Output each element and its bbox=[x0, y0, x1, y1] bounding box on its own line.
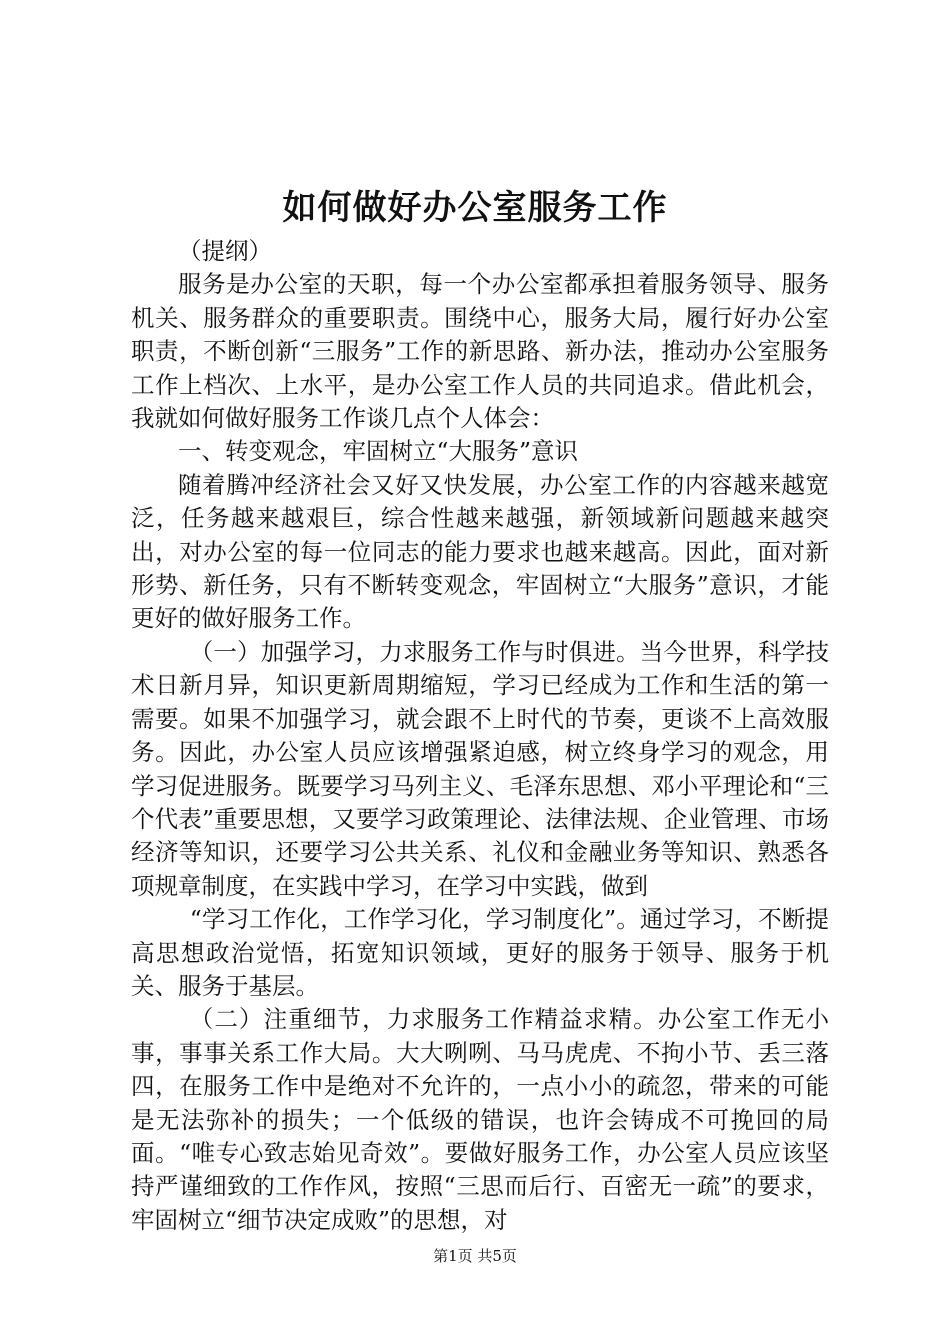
document-body bbox=[131, 235, 829, 1237]
subsection-paragraph-2: （二）注重细节，力求服务工作精益求精。办公室工作无小事，事事关系工作大局。大大咧咧、马马虎虎、不拘小节、丢三落四，在服务工作中是绝对不允许的，一点小小的疏忽，带来的可能是无法弥补的损失；一个低级的错误，也许会铸成不可挽回的局面。“唯专心致志始见奇效”。要做好服务工作，办公室人员应该坚持严谨细致的工作作风，按照“三思而后行、百密无一疏”的要求，牢固树立“细节决定成败”的思想，对 bbox=[131, 1005, 829, 1234]
body-paragraph: 随着腾冲经济社会又好又快发展，办公室工作的内容越来越宽泛，任务越来越艰巨，综合性越来越强，新领域新问题越来越突出，对办公室的每一位同志的能力要求也越来越高。因此，面对新形势、新任务，只有不断转变观念，牢固树立“大服务”意识，才能更好的做好服务工作。 bbox=[131, 470, 829, 633]
section-heading-1: 一、转变观念，牢固树立“大服务”意识 bbox=[178, 437, 579, 466]
subsection-paragraph-1: （一）加强学习，力求服务工作与时俱进。当今世界，科学技术日新月异，知识更新周期缩短，学习已经成为工作和生活的第一需要。如果不加强学习，就会跟不上时代的节奏，更谈不上高效服务。因此，办公室人员应该增强紧迫感，树立终身学习的观念，用学习促进服务。既要学习马列主义、毛泽东思想、邓小平理论和“三个代表”重要思想，又要学习政策理论、法律法规、企业管理、市场经济等知识，还要学习公共关系、礼仪和金融业务等知识、熟悉各项规章制度，在实践中学习，在学习中实践，做到 bbox=[131, 637, 829, 900]
body-paragraph: “学习工作化，工作学习化，学习制度化”。通过学习，不断提高思想政治觉悟，拓宽知识领域，更好的服务于领导、服务于机关、服务于基层。 bbox=[131, 905, 829, 1000]
outline-note: （提纲） bbox=[178, 237, 272, 265]
page-number: 第1页 共5页 bbox=[433, 1247, 517, 1265]
document-title: 如何做好办公室服务工作 bbox=[282, 188, 668, 228]
intro-paragraph: 服务是办公室的天职，每一个办公室都承担着服务领导、服务机关、服务群众的重要职责。围绕中心，服务大局，履行好办公室职责，不断创新“三服务”工作的新思路、新办法，推动办公室服务工作上档次、上水平，是办公室工作人员的共同追求。借此机会，我就如何做好服务工作谈几点个人体会： bbox=[131, 270, 829, 433]
